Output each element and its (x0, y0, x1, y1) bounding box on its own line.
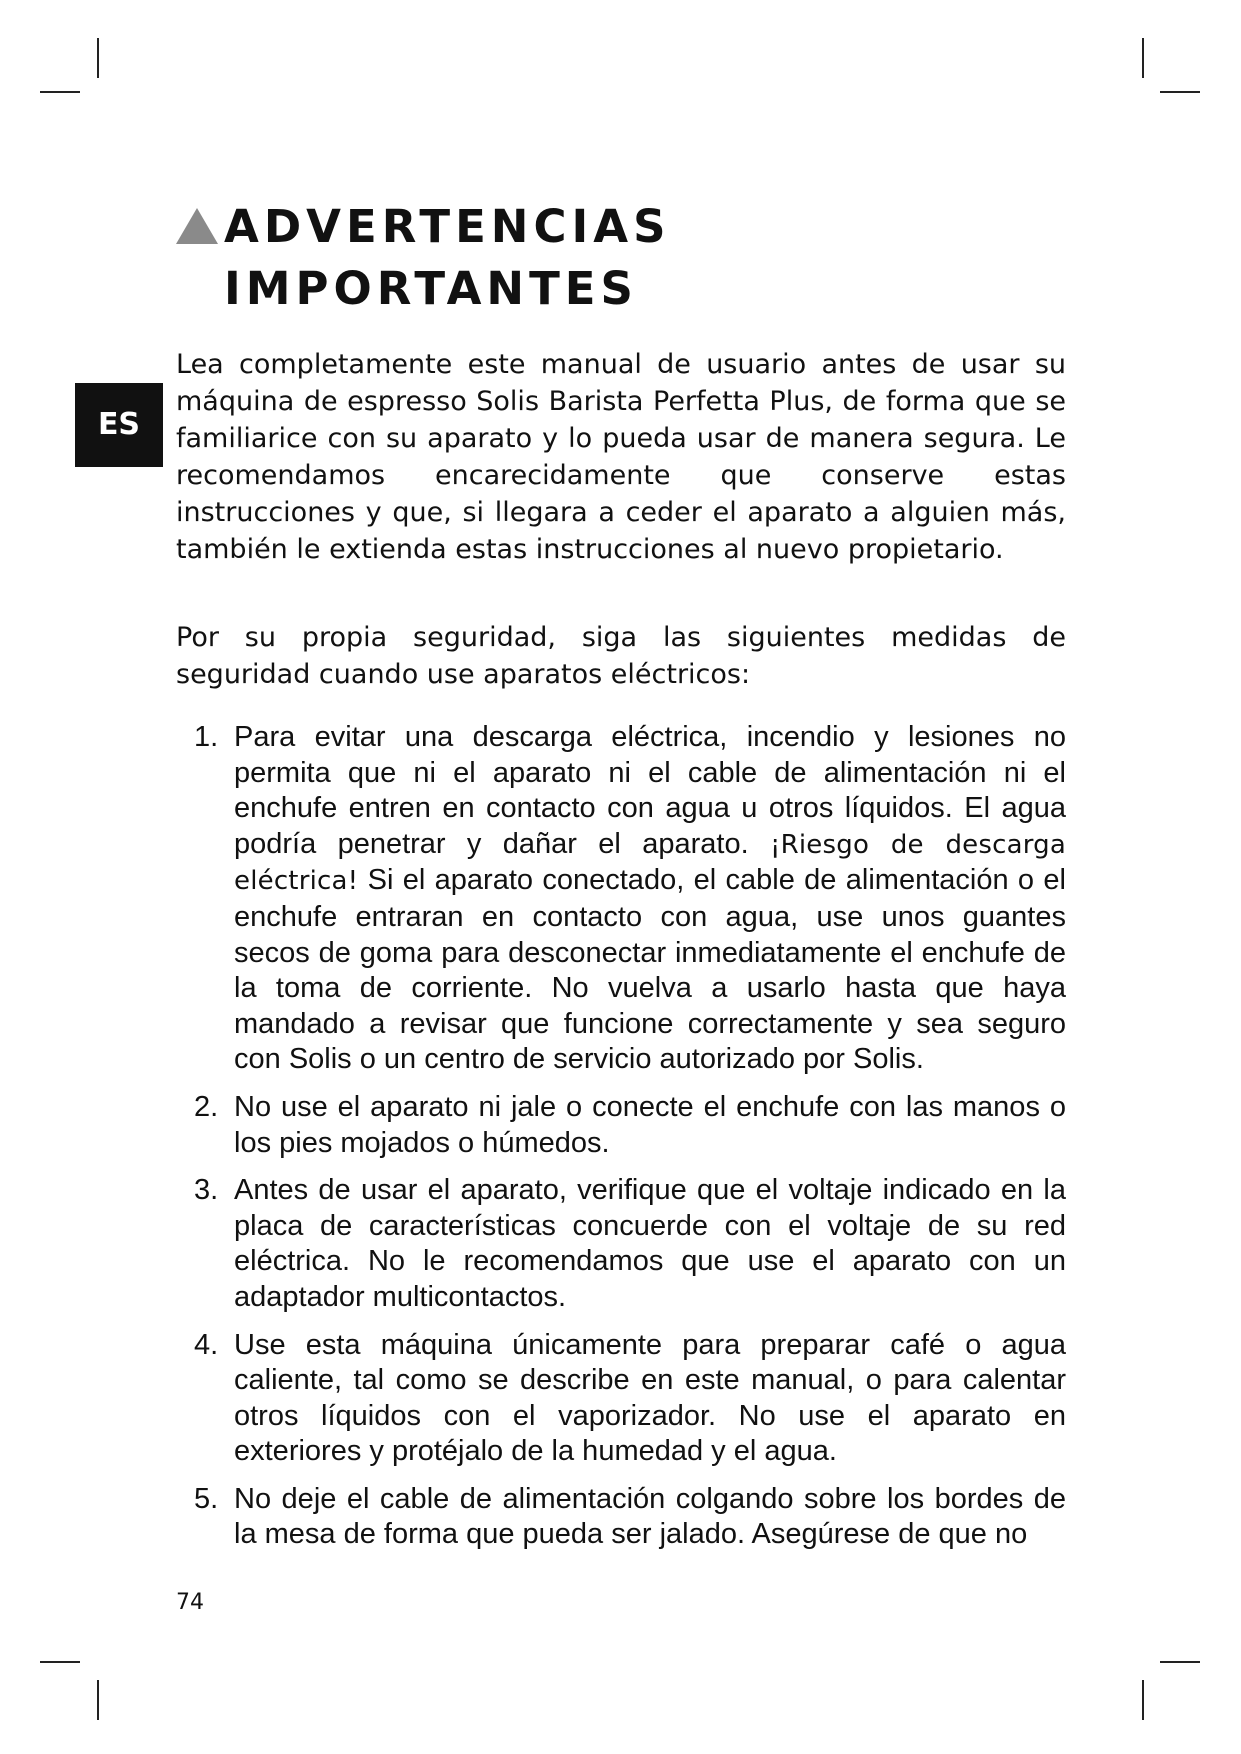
language-tab: ES (75, 383, 163, 467)
warning-text: Use esta máquina únicamente para preparar café o agua caliente, tal como se describe en este manual, o para calentar otros líquidos con el vaporizador. No use el aparato en exteriores y protéjalo de la humedad y el agua. (234, 1328, 1066, 1468)
crop-mark-bottom-left-horizontal (40, 1661, 80, 1663)
warning-emphasis: ¡Riesgo de descarga eléctrica! (234, 829, 1067, 897)
heading-text-1: ADVERTENCIAS (224, 200, 671, 253)
warning-item-3 (194, 1173, 1066, 1315)
intro-paragraph: Lea completamente este manual de usuario antes de usar su máquina de espresso Solis Barista Perfetta Plus, de forma que se familiarice con su aparato y lo pueda usar de manera segura. Le recomendamos encarecidamente que conserve estas instrucciones y que, si llegara a ceder el aparato a alguien más, también le extienda estas instrucciones al nuevo propietario. (176, 349, 1066, 565)
warning-number: 5. (194, 1482, 219, 1515)
safety-intro-paragraph: Por su propia seguridad, siga las siguientes medidas de seguridad cuando use aparatos eléctricos: (176, 622, 1066, 690)
warning-item-5 (194, 1482, 1066, 1553)
warning-number: 4. (194, 1328, 219, 1361)
warning-text: Antes de usar el aparato, verifique que el voltaje indicado en la placa de características concuerde con el voltaje de su red eléctrica. No le recomendamos que use el aparato con un adaptador multicontactos. (234, 1174, 1066, 1313)
heading-line-1 (176, 196, 1076, 258)
crop-mark-top-right-horizontal (1160, 91, 1200, 93)
warnings-list (194, 720, 1066, 1565)
crop-mark-top-left-vertical (97, 38, 99, 78)
warning-item-1 (194, 720, 1066, 1078)
warning-item-4 (194, 1328, 1066, 1470)
warning-text: Para evitar una descarga eléctrica, incendio y lesiones no permita que ni el aparato ni el cable de alimentación ni el enchufe entren en contacto con agua u otros líquidos. El agua podría penetrar y dañar el aparato. (234, 721, 1066, 860)
crop-mark-top-right-vertical (1142, 38, 1144, 78)
warning-number: 3. (194, 1174, 219, 1207)
crop-mark-bottom-left-vertical (97, 1680, 99, 1720)
warning-item-2 (194, 1090, 1066, 1161)
warning-number: 1. (194, 721, 219, 753)
warning-text: No deje el cable de alimentación colgando sobre los bordes de la mesa de forma que pueda ser jalado. Asegúrese de que no (234, 1482, 1066, 1551)
crop-mark-bottom-right-horizontal (1160, 1661, 1200, 1663)
warning-number: 2. (194, 1090, 219, 1123)
warning-text: No use el aparato ni jale o conecte el enchufe con las manos o los pies mojados o húmedos. (234, 1090, 1066, 1159)
crop-mark-top-left-horizontal (40, 91, 80, 93)
warning-text-continued: Si el aparato conectado, el cable de alimentación o el enchufe entraran en contacto con agua, use unos guantes secos de goma para desconectar inmediatamente el enchufe de la toma de corriente. No vuelva a usarlo hasta que haya mandado a revisar que funcione correctamente y sea seguro con Solis o un centro de servicio autorizado por Solis. (234, 864, 1066, 1076)
heading-line-2: IMPORTANTES (224, 262, 638, 315)
crop-mark-bottom-right-vertical (1142, 1680, 1144, 1720)
page-heading (176, 196, 1076, 320)
warning-triangle-icon (176, 208, 218, 244)
page-number: 74 (176, 1590, 204, 1615)
